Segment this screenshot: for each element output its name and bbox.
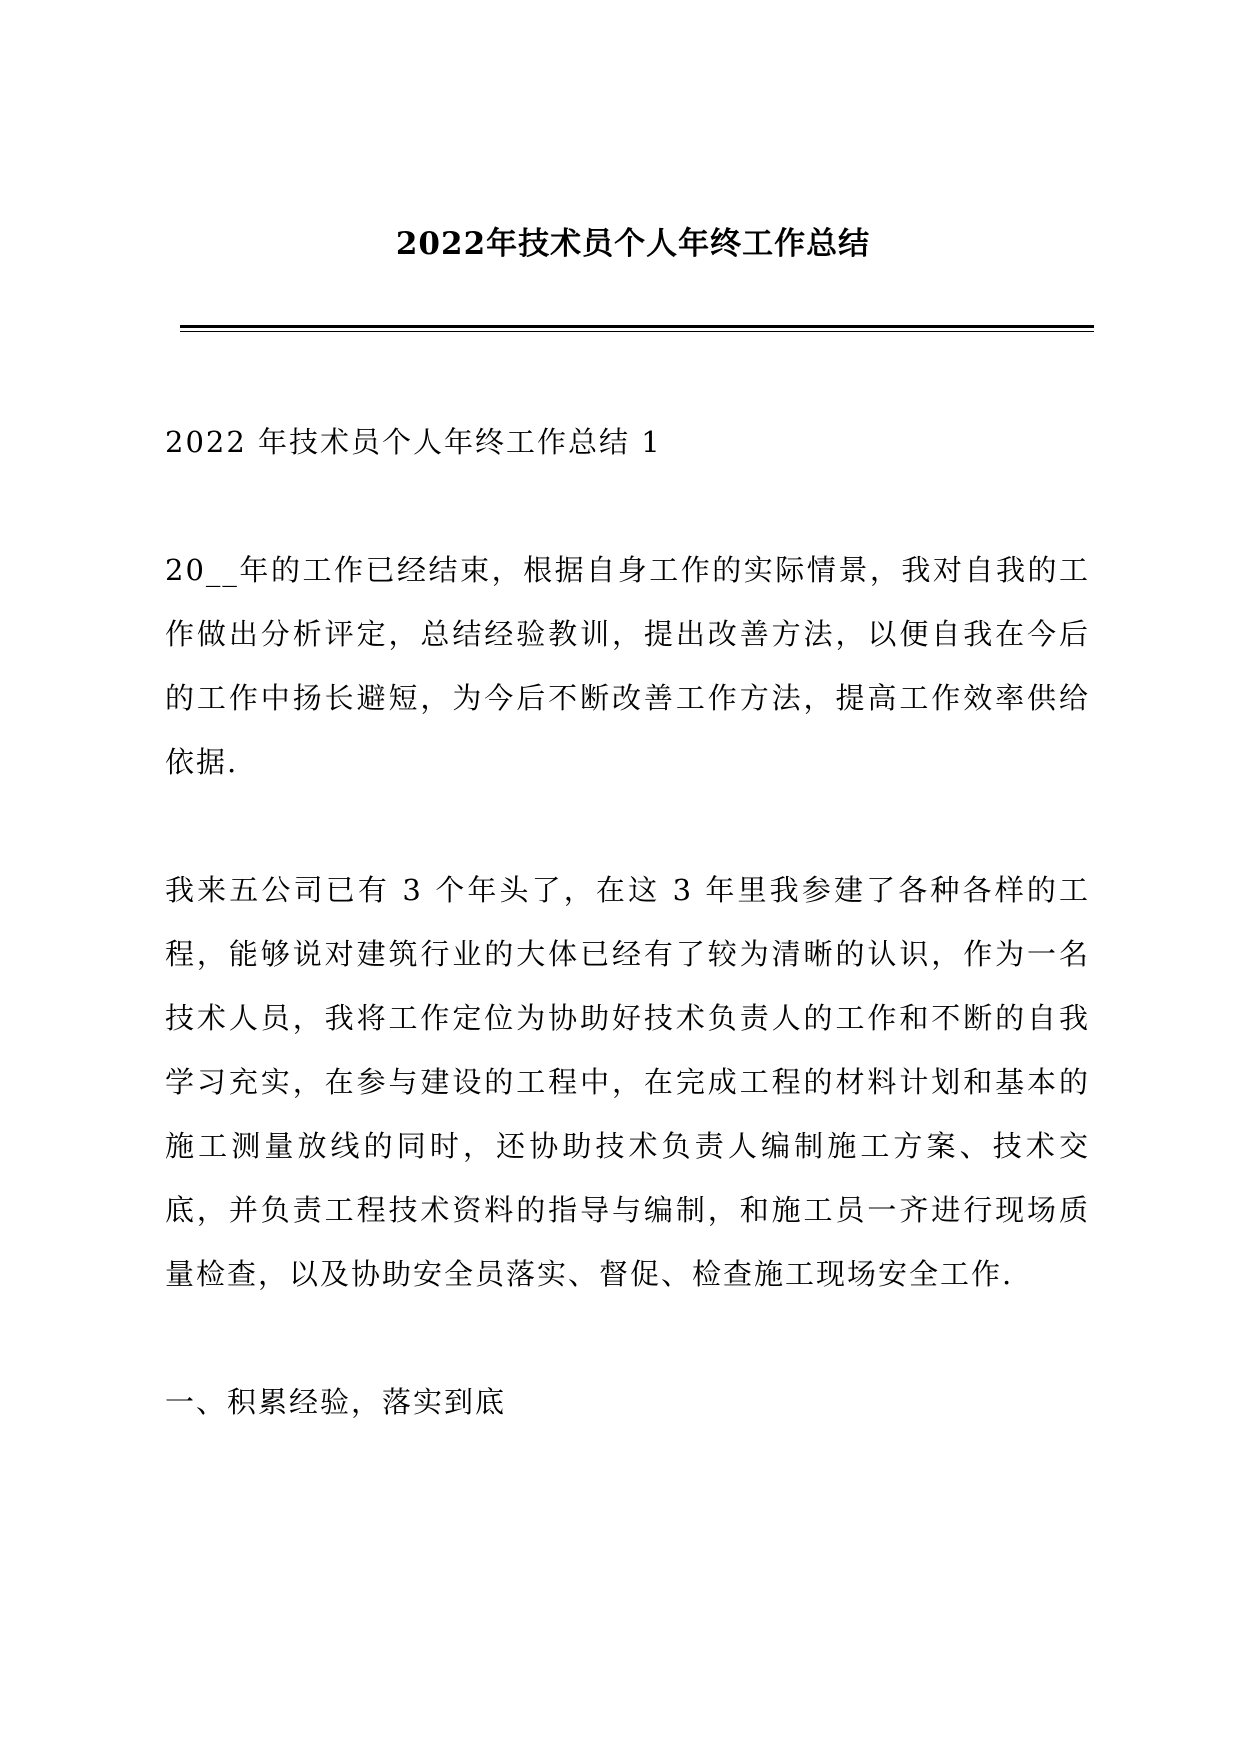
- document-title: 2022年技术员个人年终工作总结: [395, 226, 871, 262]
- subheading: 一、积累经验，落实到底: [165, 1385, 507, 1419]
- paragraph-experience: 我来五公司已有 3 个年头了，在这 3 年里我参建了各种各样的工程，能够说对建筑行业的大体已经有了较为清晰的认识，作为一名技术人员，我将工作定位为协助好技术负责人的工作和不断的自我学习充实，在参与建设的工程中，在完成工程的材料计划和基本的施工测量放线的同时，还协助技术负责人编制施工方案、技术交底，并负责工程技术资料的指导与编制，和施工员一齐进行现场质量检查，以及协助安全员落实、督促、检查施工现场安全工作.: [165, 873, 1090, 1291]
- document-body: [165, 410, 1090, 1498]
- section-heading: 2022 年技术员个人年终工作总结 1: [165, 425, 662, 459]
- title-rule-thick: [180, 325, 1094, 328]
- title-rule-thin: [180, 331, 1094, 332]
- paragraph-intro: 20__年的工作已经结束，根据自身工作的实际情景，我对自我的工作做出分析评定，总结经验教训，提出改善方法，以便自我在今后的工作中扬长避短，为今后不断改善工作方法，提高工作效率供给依据.: [165, 553, 1090, 779]
